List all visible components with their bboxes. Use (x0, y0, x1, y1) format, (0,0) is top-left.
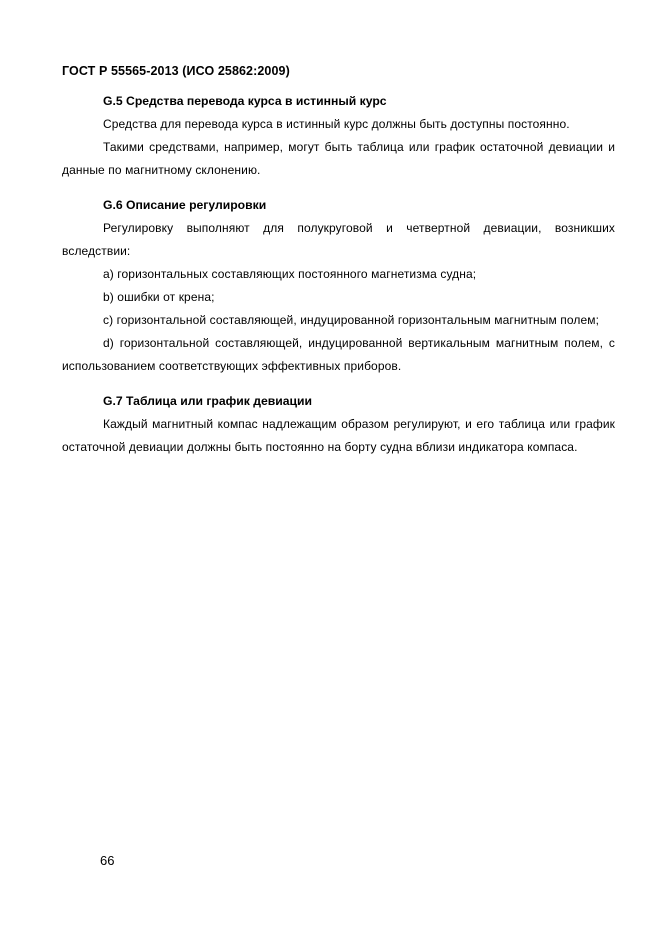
document-header: ГОСТ Р 55565-2013 (ИСО 25862:2009) (62, 64, 290, 78)
paragraph: Такими средствами, например, могут быть таблица или график остаточной девиации и данные по магнитному склонению. (62, 140, 615, 177)
section-g7 (62, 390, 615, 459)
section-title: G.5 Средства перевода курса в истинный курс (103, 94, 387, 108)
paragraph: Средства для перевода курса в истинный курс должны быть доступны постоянно. (103, 117, 570, 131)
section-g5 (62, 90, 615, 182)
paragraph: Регулировку выполняют для полукруговой и четвертной девиации, возникших вследствии: (62, 221, 615, 258)
section-title: G.7 Таблица или график девиации (103, 394, 313, 408)
section-g6 (62, 194, 615, 378)
list-item: c) горизонтальной составляющей, индуцированной горизонтальным магнитным полем; (103, 313, 600, 327)
list-item: b) ошибки от крена; (103, 290, 215, 304)
list-item: a) горизонтальных составляющих постоянного магнетизма судна; (103, 267, 477, 281)
paragraph: Каждый магнитный компас надлежащим образом регулируют, и его таблица или график остаточной девиации должны быть постоянно на борту судна вблизи индикатора компаса. (62, 417, 615, 454)
list-item: d) горизонтальной составляющей, индуцированной вертикальным магнитным полем, с использованием соответствующих эффективных приборов. (62, 336, 615, 373)
page-number: 66 (100, 853, 115, 868)
document-body (62, 90, 615, 471)
section-title: G.6 Описание регулировки (103, 198, 267, 212)
